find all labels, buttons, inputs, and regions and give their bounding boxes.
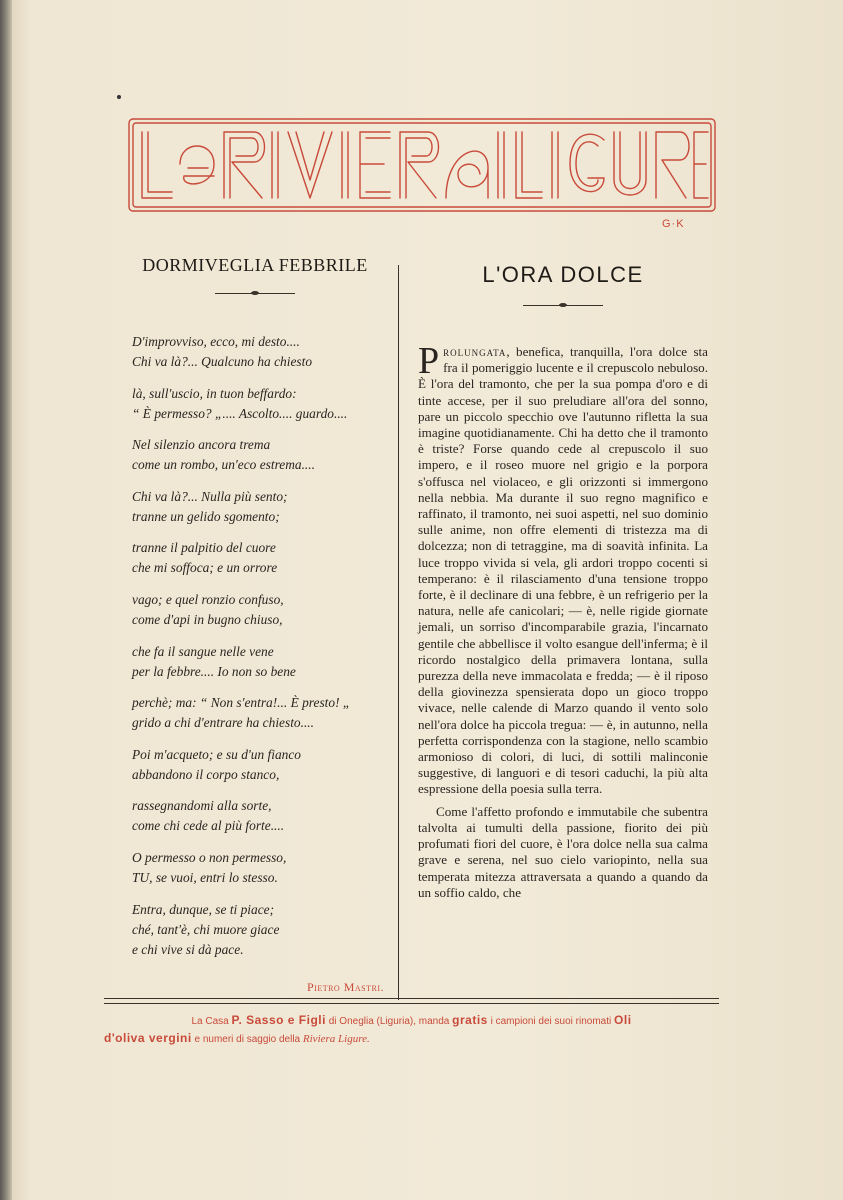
poem-line: abbandono il corpo stanco, (132, 766, 280, 782)
paragraph-text: , benefica, tranquilla, l'ora dolce sta fra il pomeriggio lucente e il crepuscolo nebuloso. È l'ora del tramonto, che per la sua pompa d'oro e di tinte accese, per il suo preludiare all'ora del sonno, pare un piccolo specchio ove l'autunno rifletta la sua imagine quotidianamente. Chi ha detto che il tramonto è triste? Forse quando cede al crepuscolo il suo impero, e il roseo muore nel grigio e la porpora s'offusca nel violaceo, e gli orizzonti si immergono nella nebbia. Ma durante il suo regno magnifico e raffinato, il tramonto, nei suoi aspetti, nel suo dominio sulle anime, non offre elementi di tristezza ma di dolcezza; non di tetraggine, ma di soavità infinita. La luce troppo vivida si vela, gli ardori troppo cocenti si temperano: è il rilasciamento d'una tensione troppo forte, è il declinare di una febbre, è un refrigerio per la natura, nelle afe canicolari; — è, nelle rigide giornate jemali, un sorriso d'incomparabile grazia, l'incarnato gentile che abbellisce il volto esangue dell'inferma; è il ricordo nostalgico della primavera lontana, sulla purezza della neve immacolata e fredda; — è il riposo della giovinezza spensierata dopo un gioco troppo vivace, nelle calende di Marzo quando il vento solo nell'ora dolce ha piccola tregua: — è, in autunno, nella perfetta corrispondenza con la stagione, nello scambio armonioso di colori, di luci, di sottili malinconie suggestive, di languori e di tesori caduchi, la più alta espressione della poesia sulla terra. (418, 344, 708, 797)
advertisement (104, 1012, 719, 1048)
poem-stanza (132, 538, 390, 578)
masthead-logo (128, 118, 716, 212)
poem-stanza (132, 745, 390, 785)
poem-line: grido a chi d'entrare ha chiesto.... (132, 715, 315, 731)
poem-line: Poi m'acqueto; e su d'un fianco (132, 746, 301, 762)
poem-line: perchè; ma: “ Non s'entra!... È presto! „ (132, 695, 351, 711)
essay-paragraph (418, 340, 708, 798)
ad-suffix: e numeri di saggio della (194, 1034, 301, 1045)
poem-line: tranne il palpitio del cuore (132, 540, 276, 556)
ad-product-a: Oli (614, 1013, 632, 1027)
poem-stanza (132, 590, 390, 630)
ad-after-gratis: i campioni dei suoi rinomati (490, 1016, 612, 1027)
ad-magazine: Riviera Ligure. (302, 1033, 370, 1045)
poem-line: e chi vive si dà pace. (132, 941, 244, 957)
poem-line: rassegnandomi alla sorte, (132, 798, 272, 814)
poem-line: là, sull'uscio, in tuon beffardo: (132, 385, 297, 401)
essay-column (418, 262, 708, 997)
poem-stanza (132, 796, 390, 836)
column-divider (398, 265, 399, 1000)
poem-line: O permesso o non permesso, (132, 849, 287, 865)
poem-line: come chi cede al più forte.... (132, 818, 285, 834)
poem-line: Nel silenzio ancora trema (132, 437, 271, 453)
essay-body (418, 340, 708, 901)
poem-line: Chi va là?... Qualcuno ha chiesto (132, 354, 313, 369)
poem-line: tranne un gelido sgomento; (132, 508, 280, 524)
poem-stanza (132, 642, 390, 682)
poem-line: che mi soffoca; e un orrore (132, 560, 278, 576)
ad-middle: di Oneglia (Liguria), manda (328, 1016, 450, 1027)
poem-column (120, 255, 390, 995)
illustrator-signature: G·K (662, 218, 685, 230)
poem-author: Pietro Mastri. (306, 980, 384, 994)
poem-line: come d'api in bugno chiuso, (132, 611, 283, 627)
binding-edge (0, 0, 12, 1200)
poem-line: Chi va là?... Nulla più sento; (132, 488, 288, 504)
ad-gratis: gratis (452, 1013, 488, 1027)
ad-product-b: d'oliva vergini (104, 1031, 192, 1045)
poem-stanza (132, 487, 390, 527)
poem-line: Entra, dunque, se ti piace; (132, 901, 275, 917)
bottom-rule (104, 998, 719, 1004)
poem-body (120, 332, 390, 960)
poem-line: TU, se vuoi, entri lo stesso. (132, 869, 278, 885)
poem-line: ché, tant'è, chi muore giace (132, 921, 280, 937)
ad-prefix: La Casa (191, 1016, 229, 1027)
essay-title: L'ORA DOLCE (482, 262, 644, 287)
poem-stanza (132, 435, 390, 475)
poem-line: D'improvviso, ecco, mi desto.... (132, 334, 300, 349)
poem-title: DORMIVEGLIA FEBBRILE (142, 255, 368, 275)
poem-stanza (132, 848, 390, 888)
essay-paragraph: Come l'affetto profondo e immutabile che subentra talvolta ai tumulti della passione, fiorito dei più profumati fiori del cuore, è l'ora dolce nella sua calma grave e serena, nel suo cielo variopinto, nella sua temperata mitezza attraversata a quando a quando da un soffio caldo, che (418, 803, 708, 900)
poem-stanza (132, 384, 390, 424)
title-ornament (523, 302, 603, 310)
poem-stanza (132, 900, 390, 960)
ad-company: P. Sasso e Figli (231, 1013, 326, 1027)
poem-line: per la febbre.... Io non so bene (132, 663, 296, 679)
drop-cap: P (418, 340, 440, 382)
poem-line: che fa il sangue nelle vene (132, 643, 274, 659)
poem-line: “ È permesso? „.... Ascolto.... guardo.... (132, 405, 348, 421)
poem-stanza (132, 693, 390, 733)
ink-dot (117, 95, 121, 99)
title-ornament (215, 290, 295, 298)
first-word: rolungata (443, 344, 507, 359)
poem-line: vago; e quel ronzio confuso, (132, 591, 284, 607)
poem-stanza (132, 332, 390, 372)
poem-line: come un rombo, un'eco estrema.... (132, 457, 315, 473)
